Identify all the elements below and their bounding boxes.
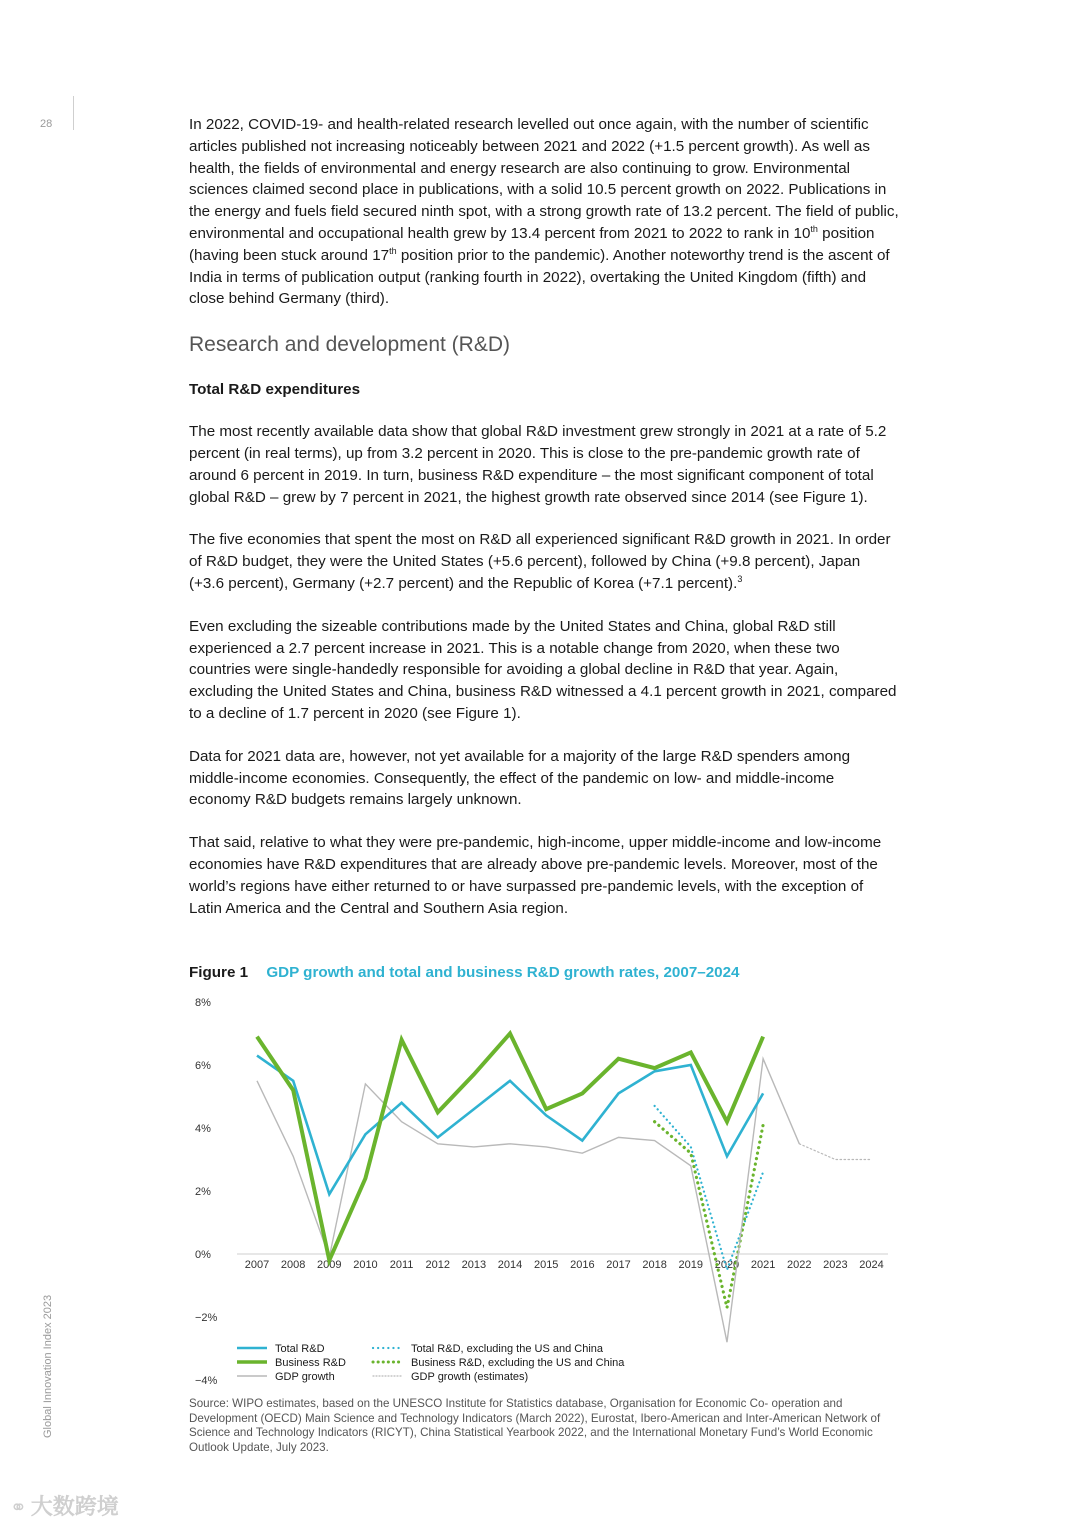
article-body [189, 114, 899, 940]
body-paragraph-4: Data for 2021 data are, however, not yet available for a majority of the large R&D spenders among middle-income economies. Consequently, the effect of the pandemic on low- and middle-income economy R&D budgets remains largely unknown. [189, 747, 851, 809]
y-tick-label: 0% [195, 1249, 211, 1261]
x-tick-label: 2016 [570, 1259, 595, 1271]
y-tick-label: 4% [195, 1123, 211, 1135]
y-tick-label: 8% [195, 997, 211, 1009]
legend-label: GDP growth (estimates) [411, 1371, 529, 1383]
text-segment: In 2022, COVID-19- and health-related research levelled out once again, with the number of scientific articles published not increasing noticeably between 2021 and 2022 (+1.5 percent growth). As well as health, the fields of environmental and energy research are also continuing to grow. Environmental sciences claimed second place in publications, with a solid 10.5 percent growth on 2022. Publications in the energy and fuels field secured ninth spot, with a strong growth rate of 13.2 percent. The field of public, environmental and occupational health grew by 13.4 percent from 2021 to 2022 to rank in 10 [189, 116, 899, 242]
watermark-logo-icon: ⚭ [10, 1497, 27, 1519]
figure-source: Source: WIPO estimates, based on the UNESCO Institute for Statistics database, Organisation for Economic Co- operation and Development (OECD) Main Science and Technology Indicators (March 2022), Eurostat, Ibero-American and Inter-American Network of Science and Technology Indicators (RICYT), China Statistical Yearbook 2022, and the International Monetary Fund’s World Economic Outlook Update, July 2023. [189, 1397, 881, 1454]
page-number: 28 [40, 118, 53, 130]
legend-label: Total R&D, excluding the US and China [411, 1343, 603, 1355]
x-tick-label: 2018 [642, 1259, 667, 1271]
x-tick-label: 2007 [244, 1259, 270, 1271]
x-tick-label: 2017 [606, 1259, 631, 1271]
page-divider [73, 96, 74, 130]
x-tick-label: 2019 [678, 1259, 704, 1271]
y-tick-label: −4% [195, 1375, 218, 1387]
legend-label: Business R&D [275, 1357, 346, 1369]
x-tick-label: 2021 [750, 1259, 776, 1271]
legend-label: GDP growth [275, 1371, 335, 1383]
superscript: th [810, 223, 818, 234]
text-segment: position prior to the pandemic). Another noteworthy trend is the ascent of India in terms of publication output (ranking fourth in 2022), overtaking the United Kingdom (fifth) and close behind Germany (third). [189, 246, 890, 308]
growth-line-chart [185, 990, 895, 1395]
x-tick-label: 2020 [714, 1259, 740, 1271]
x-tick-label: 2012 [425, 1259, 450, 1271]
figure-title: GDP growth and total and business R&D growth rates, 2007–2024 [266, 964, 740, 981]
x-tick-label: 2008 [280, 1259, 306, 1271]
x-tick-label: 2022 [787, 1259, 812, 1271]
body-paragraph-2 [189, 529, 899, 594]
text-segment: The five economies that spent the most on R&D all experienced significant R&D growth in 2021. In order of R&D budget, they were the United States (+5.6 percent), followed by China (+9.8 percent), Japan (+3.6 percent), Germany (+2.7 percent) and the Republic of Korea (+7.1 percent). [189, 531, 891, 592]
x-tick-label: 2015 [533, 1259, 559, 1271]
series-line-total-r-d [257, 1056, 763, 1195]
series-line-business-r-d [257, 1034, 763, 1261]
x-tick-label: 2013 [461, 1259, 487, 1271]
x-tick-label: 2010 [353, 1259, 378, 1271]
body-paragraph-5: That said, relative to what they were pre-pandemic, high-income, upper middle-income and low-income economies have R&D expenditures that are already above pre-pandemic levels. Moreover, most of the world’s regions have either returned to or have surpassed pre-pandemic levels, with the exception of Latin America and the Central and Southern Asia region. [189, 834, 882, 917]
subsection-heading: Total R&D expenditures [189, 381, 361, 399]
intro-paragraph [189, 114, 899, 310]
figure-label: Figure 1 [189, 964, 249, 981]
x-tick-label: 2011 [389, 1259, 414, 1271]
figure-caption [189, 964, 740, 981]
section-heading: Research and development (R&D) [189, 333, 510, 357]
x-tick-label: 2009 [317, 1259, 342, 1271]
legend-label: Total R&D [275, 1343, 325, 1355]
superscript: 3 [737, 573, 743, 584]
watermark [10, 1490, 119, 1521]
superscript: th [389, 245, 397, 256]
x-tick-label: 2024 [859, 1259, 884, 1271]
series-line-business-r-d-excluding-the-us-and-china [655, 1122, 764, 1308]
y-tick-label: 6% [195, 1060, 211, 1072]
body-paragraph-1: The most recently available data show that global R&D investment grew strongly in 2021 at a rate of 5.2 percent (in real terms), up from 3.2 percent in 2020. This is close to the pre-pandemic growth rate of around 6 percent in 2019. In turn, business R&D expenditure – the most significant component of total global R&D – grew by 7 percent in 2021, the highest growth rate observed since 2014 (see Figure 1). [189, 423, 887, 506]
publication-side-label: Global Innovation Index 2023 [42, 1294, 54, 1438]
x-tick-label: 2023 [823, 1259, 848, 1271]
legend-label: Business R&D, excluding the US and China [411, 1357, 625, 1369]
y-tick-label: −2% [195, 1312, 218, 1324]
body-paragraph-3: Even excluding the sizeable contributions made by the United States and China, global R&D still experienced a 2.7 percent increase in 2021. This is a notable change from 2020, when these two countries were single-handedly responsible for avoiding a global decline in R&D that year. Again, excluding the United States and China, business R&D witnessed a 4.1 percent growth in 2021, compared to a decline of 1.7 percent in 2020 (see Figure 1). [189, 617, 897, 722]
series-line-gdp-growth-estimates [799, 1144, 871, 1160]
x-tick-label: 2014 [497, 1259, 523, 1271]
y-tick-label: 2% [195, 1186, 211, 1198]
text-segment: position (having been stuck around 17 [189, 224, 875, 264]
watermark-text: 大数跨境 [30, 1494, 119, 1519]
